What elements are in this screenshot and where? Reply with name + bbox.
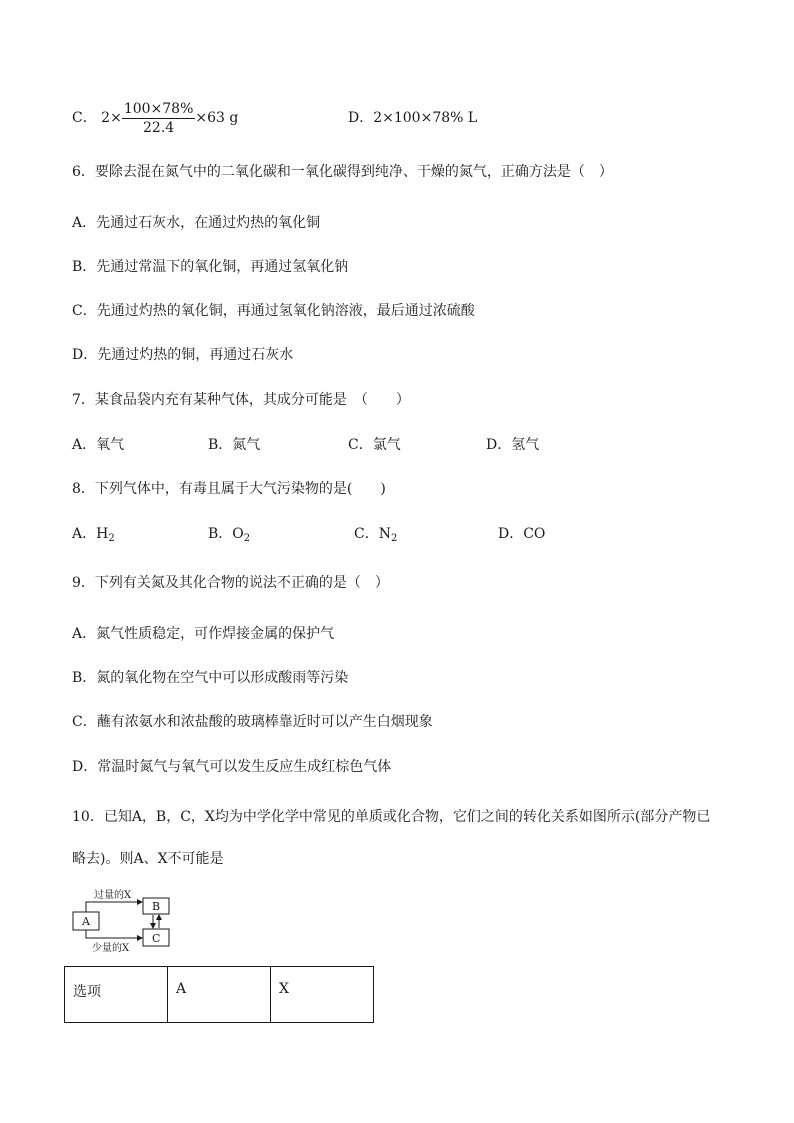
q9-option-b: B．氮的氧化物在空气中可以形成酸雨等污染 xyxy=(72,670,349,686)
q5-option-d: D．2×100×78% L xyxy=(348,110,478,126)
q9-option-d: D．常温时氮气与氧气可以发生反应生成红棕色气体 xyxy=(72,759,392,775)
q5-option-c-coef: 2× xyxy=(101,110,122,126)
table-header-option: 选项 xyxy=(65,967,168,1023)
q5-option-c-tail: ×63 g xyxy=(195,110,239,126)
q8-option-d xyxy=(498,525,545,543)
q8-option-b xyxy=(208,525,250,543)
q5-fraction-numerator: 100×78% xyxy=(123,100,194,117)
conversion-diagram xyxy=(68,888,178,952)
q6-option-d: D．先通过灼热的铜，再通过石灰水 xyxy=(72,347,294,363)
q8-option-a-subscript: 2 xyxy=(108,533,115,544)
diagram-box-c-label: C xyxy=(152,932,161,945)
q8-option-b-text: B．O xyxy=(208,526,244,542)
q8-option-d-text: D．CO xyxy=(498,526,546,542)
q9-option-c: C．蘸有浓氨水和浓盐酸的玻璃棒靠近时可以产生白烟现象 xyxy=(72,714,433,730)
q5-fraction-denominator: 22.4 xyxy=(143,119,175,136)
arrow-a-to-c xyxy=(86,930,142,938)
q9-option-a: A．氮气性质稳定，可作焊接金属的保护气 xyxy=(72,626,335,642)
q5-option-c xyxy=(72,98,238,138)
q7-stem: 7．某食品袋内充有某种气体，其成分可能是 （ ） xyxy=(72,392,410,408)
table-header-a: A xyxy=(168,967,271,1023)
q5-option-c-fraction xyxy=(122,100,196,137)
q8-option-c xyxy=(354,525,397,543)
diagram-bottom-label: 少量的X xyxy=(92,943,130,952)
q10-stem-line1: 10．已知A，B，C，X均为中学化学中常见的单质或化合物，它们之间的转化关系如图所示(部分产物已 xyxy=(72,809,711,825)
q8-option-c-subscript: 2 xyxy=(390,533,398,544)
q10-stem-line2: 略去)。则A、X不可能是 xyxy=(72,851,224,867)
q7-option-d: D．氢气 xyxy=(486,437,540,453)
q8-option-b-subscript: 2 xyxy=(243,533,251,544)
diagram-box-a-label: A xyxy=(82,915,90,928)
q9-stem: 9．下列有关氮及其化合物的说法不正确的是（ ） xyxy=(72,575,389,591)
table-header-row xyxy=(65,967,374,1023)
q8-option-a xyxy=(72,525,115,543)
table-header-x: X xyxy=(271,967,374,1023)
q10-options-table xyxy=(64,966,374,1023)
q7-option-b: B．氮气 xyxy=(208,437,261,453)
diagram-top-label: 过量的X xyxy=(94,890,132,901)
q8-option-a-text: A．H xyxy=(72,526,109,542)
q8-stem: 8．下列气体中，有毒且属于大气污染物的是( ) xyxy=(72,481,386,497)
diagram-box-b-label: B xyxy=(152,900,161,913)
q6-option-b: B．先通过常温下的氧化铜，再通过氢氧化钠 xyxy=(72,259,349,275)
arrow-a-to-b xyxy=(86,902,142,912)
q7-option-a: A．氧气 xyxy=(72,437,125,453)
q7-option-c: C．氯气 xyxy=(348,437,401,453)
q8-option-c-text: C．N xyxy=(354,526,391,542)
q5-option-c-letter: C． xyxy=(72,110,97,126)
q6-option-a: A．先通过石灰水，在通过灼热的氧化铜 xyxy=(72,215,321,231)
q6-option-c: C．先通过灼热的氧化铜，再通过氢氧化钠溶液，最后通过浓硫酸 xyxy=(72,303,475,319)
q6-stem: 6．要除去混在氮气中的二氧化碳和一氧化碳得到纯净、干燥的氮气，正确方法是（ ） xyxy=(72,164,613,180)
